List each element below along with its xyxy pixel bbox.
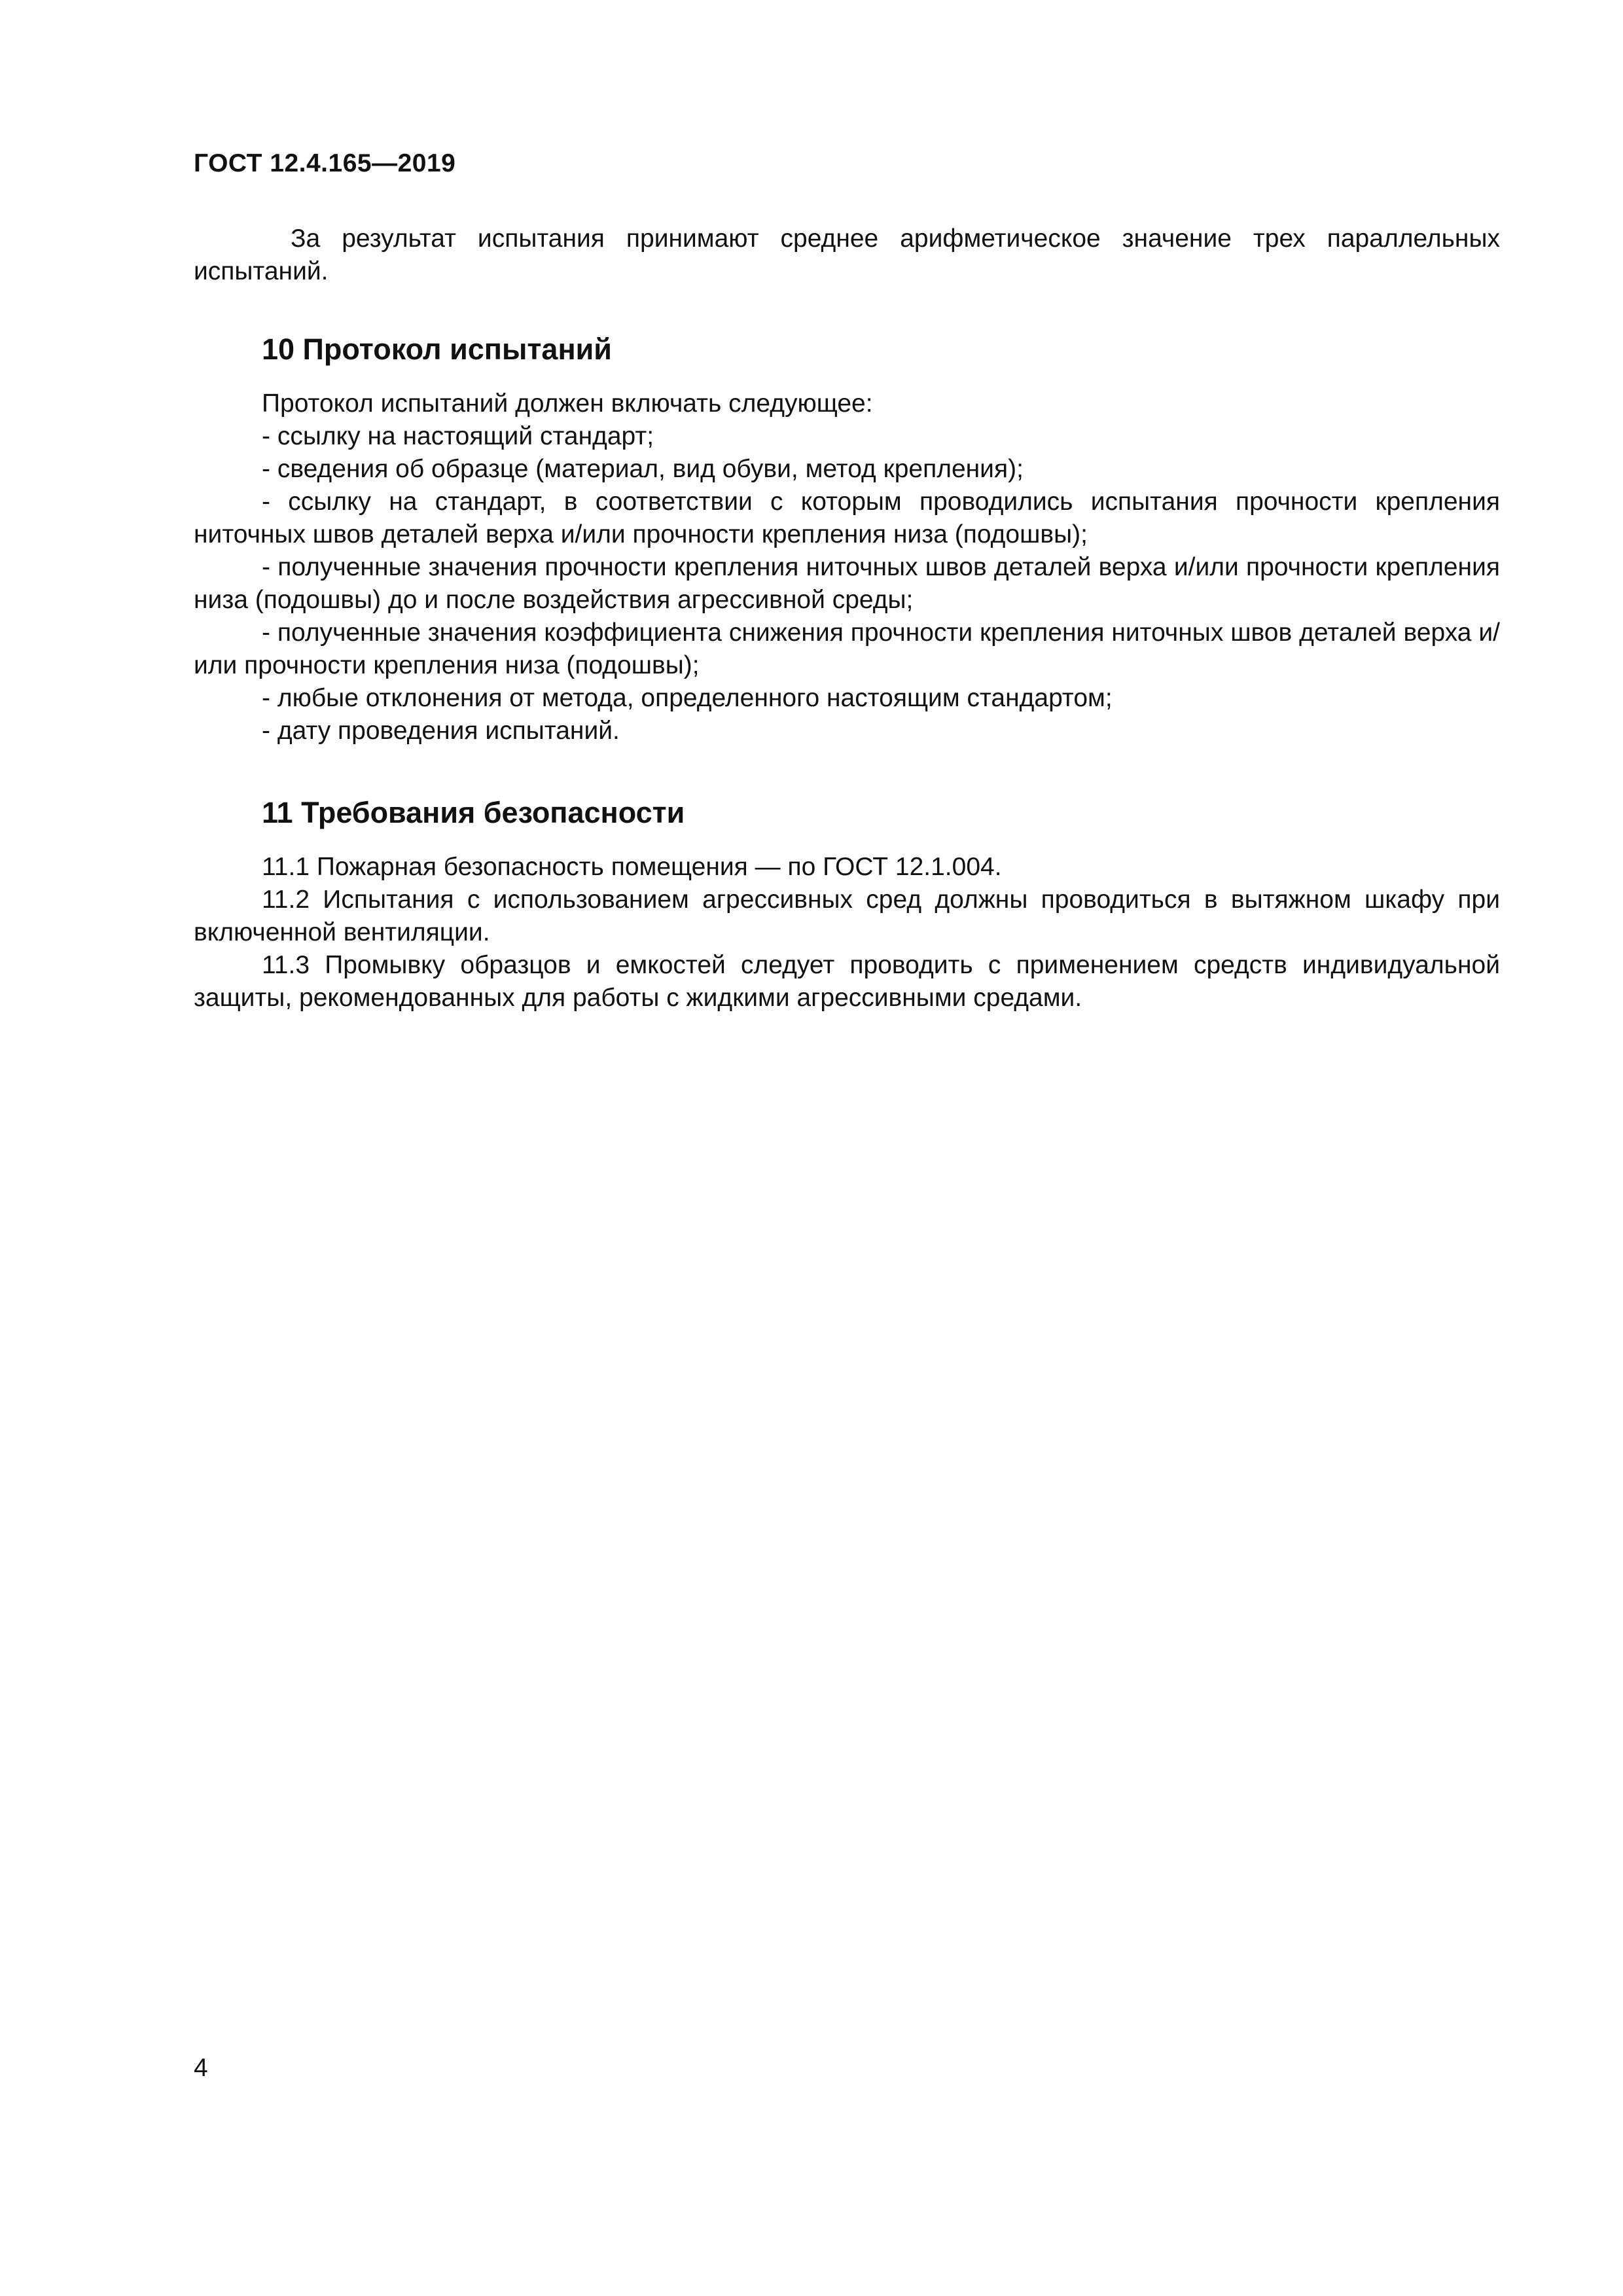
- section-11-title: 11 Требования безопасности: [262, 796, 685, 829]
- section-11-item-3: 11.3 Промывку образцов и емкостей следует проводить с применением средств индивидуальной защиты, рекомендованных для работы с жидкими агрессивными средами.: [194, 951, 1500, 1012]
- section-10-item-7: - дату проведения испытаний.: [262, 717, 620, 745]
- page-number: 4: [194, 2054, 208, 2082]
- section-10-item-4: - полученные значения прочности крепления ниточных швов деталей верха и/или прочности крепления низа (подошвы) до и после воздействия агрессивной среды;: [194, 553, 1500, 614]
- section-10-item-3: - ссылку на стандарт, в соответствии с которым проводились испытания прочности крепления ниточных швов деталей верха и/или прочности крепления низа (подошвы);: [194, 488, 1500, 548]
- section-10-item-2: - сведения об образце (материал, вид обуви, метод крепления);: [262, 455, 1024, 483]
- section-10-lead: Протокол испытаний должен включать следующее:: [262, 389, 873, 418]
- page-body: [194, 223, 1500, 1014]
- document-code-header: ГОСТ 12.4.165—2019: [194, 149, 456, 177]
- section-11-item-1: 11.1 Пожарная безопасность помещения — по ГОСТ 12.1.004.: [262, 853, 1002, 881]
- section-10-item-6: - любые отклонения от метода, определенного настоящим стандартом;: [262, 684, 1113, 712]
- section-10-item-1: - ссылку на настоящий стандарт;: [262, 422, 654, 450]
- intro-paragraph: За результат испытания принимают среднее арифметическое значение трех параллельных испытаний.: [194, 224, 1500, 285]
- section-10-title: 10 Протокол испытаний: [262, 332, 612, 366]
- section-10-item-5: - полученные значения коэффициента снижения прочности крепления ниточных швов деталей верха и/или прочности крепления низа (подошвы);: [194, 619, 1500, 679]
- section-11-item-2: 11.2 Испытания с использованием агрессивных сред должны проводиться в вытяжном шкафу при включенной вентиляции.: [194, 886, 1500, 946]
